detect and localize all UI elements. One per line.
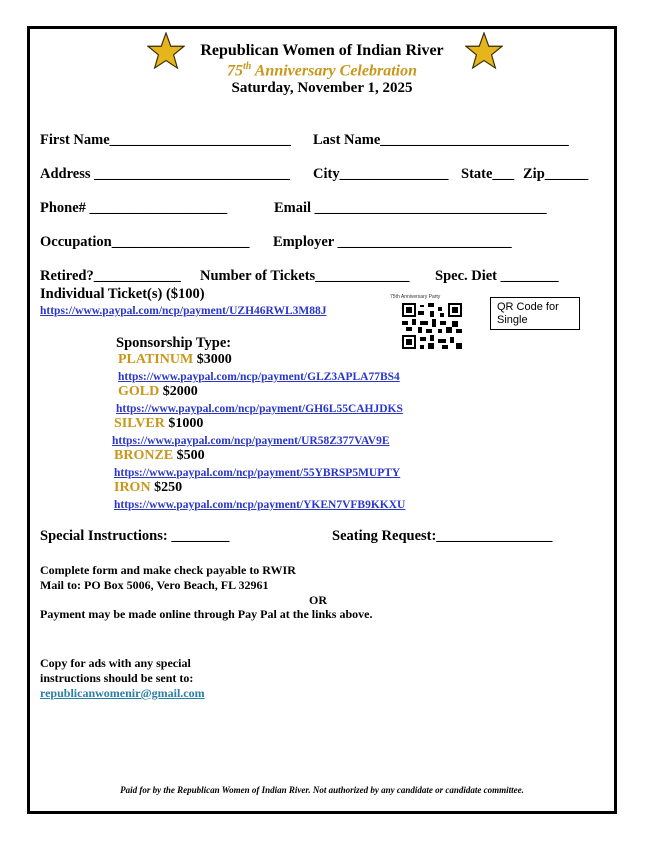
anniversary-suffix: th <box>243 61 252 72</box>
tier-price: $2000 <box>162 384 198 399</box>
city-field[interactable]: City_______________ <box>313 166 449 182</box>
zip-field[interactable]: Zip______ <box>523 166 589 182</box>
silver-link[interactable]: https://www.paypal.com/ncp/payment/UR58Z377VAV9E <box>112 435 390 447</box>
anniversary-text: Anniversary Celebration <box>251 62 417 80</box>
ads-instructions-line1: Copy for ads with any special <box>40 656 191 670</box>
tier-name: BRONZE <box>114 448 174 463</box>
mailing-address: Mail to: PO Box 5006, Vero Beach, FL 32961 <box>40 578 269 592</box>
tier-name: IRON <box>114 480 151 495</box>
anniversary-title <box>30 61 614 80</box>
occupation-field[interactable]: Occupation___________________ <box>40 234 250 250</box>
tier-price: $250 <box>154 480 183 495</box>
individual-ticket-label: Individual Ticket(s) ($100) <box>40 286 205 302</box>
phone-field[interactable]: Phone# ___________________ <box>40 200 228 216</box>
or-label: OR <box>309 593 327 607</box>
qr-note-box: QR Code for Single <box>490 297 580 330</box>
tier-price: $500 <box>176 448 205 463</box>
disclaimer-footer: Paid for by the Republican Women of Indian River. Not authorized by any candidate or candidate committee. <box>120 785 524 795</box>
address-field[interactable]: Address ___________________________ <box>40 166 290 182</box>
individual-ticket-link[interactable]: https://www.paypal.com/ncp/payment/UZH46RWL3M88J <box>40 305 327 317</box>
tier-silver <box>114 416 203 432</box>
tier-name: PLATINUM <box>118 352 194 367</box>
tier-price: $3000 <box>196 352 232 367</box>
tier-price: $1000 <box>168 416 204 431</box>
tier-bronze <box>114 448 205 464</box>
retired-field[interactable]: Retired?____________ <box>40 268 181 284</box>
sponsorship-title: Sponsorship Type: <box>116 335 232 351</box>
qr-caption: 75th Anniversary Party <box>390 294 441 300</box>
tier-platinum <box>118 352 232 368</box>
gold-link[interactable]: https://www.paypal.com/ncp/payment/GH6L55CAHJDKS <box>116 403 403 415</box>
number-of-tickets-field[interactable]: Number of Tickets_____________ <box>200 268 410 284</box>
first-name-field[interactable]: First Name_________________________ <box>40 132 291 148</box>
qr-code-icon[interactable] <box>402 303 462 349</box>
state-field[interactable]: State___ <box>461 166 515 182</box>
payment-instructions: Complete form and make check payable to RWIR <box>40 563 296 577</box>
iron-link[interactable]: https://www.paypal.com/ncp/payment/YKEN7VFB9KKXU <box>114 499 406 511</box>
tier-name: SILVER <box>114 416 165 431</box>
ads-email-link[interactable]: republicanwomenir@gmail.com <box>40 686 205 700</box>
tier-name: GOLD <box>118 384 160 399</box>
special-instructions-field[interactable]: Special Instructions: ________ <box>40 528 230 544</box>
ads-instructions-line2: instructions should be sent to: <box>40 671 194 685</box>
event-date: Saturday, November 1, 2025 <box>231 80 413 96</box>
platinum-link[interactable]: https://www.paypal.com/ncp/payment/GLZ3APLA77BS4 <box>118 371 400 383</box>
seating-request-field[interactable]: Seating Request:________________ <box>332 528 553 544</box>
tier-gold <box>118 384 198 400</box>
tier-iron <box>114 480 182 496</box>
flyer-page <box>27 26 617 814</box>
anniversary-number: 75 <box>227 62 243 80</box>
email-field[interactable]: Email ________________________________ <box>274 200 547 216</box>
last-name-field[interactable]: Last Name__________________________ <box>313 132 569 148</box>
bronze-link[interactable]: https://www.paypal.com/ncp/payment/55YBRSP5MUPTY <box>114 467 401 479</box>
org-title: Republican Women of Indian River <box>200 42 444 59</box>
employer-field[interactable]: Employer ________________________ <box>273 234 512 250</box>
special-diet-field[interactable]: Spec. Diet ________ <box>435 268 559 284</box>
paypal-note: Payment may be made online through Pay Pal at the links above. <box>40 607 373 621</box>
